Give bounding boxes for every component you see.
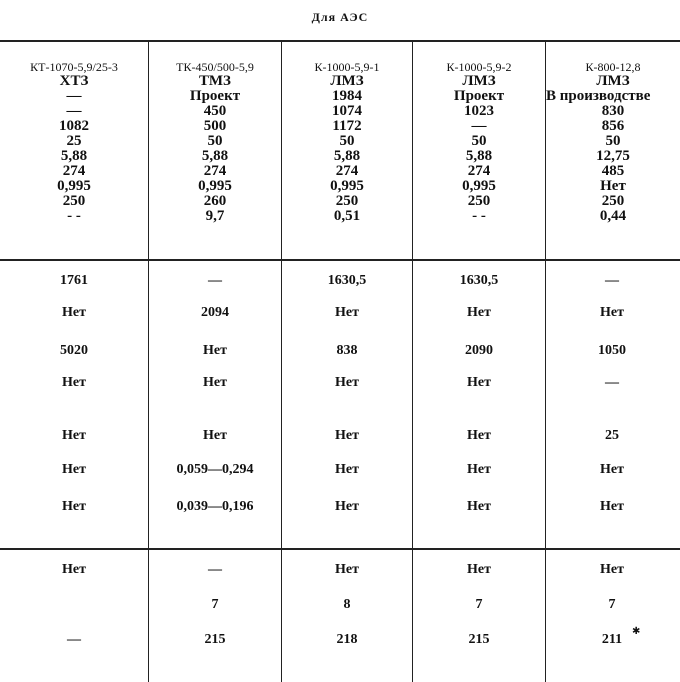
page-title: Для АЭС [311,10,369,24]
table-cell: 25 [605,428,619,443]
table-cell: Нет [600,562,624,577]
column-4-header [413,60,545,224]
table-top-rule [0,40,680,42]
table-cell: Нет [600,305,624,320]
spec-value: 450 [203,103,227,119]
manufacturer: ТМЗ [199,73,231,89]
spec-value: 0,51 [333,208,361,224]
turbine-model: К-1000-5,9-2 [446,60,512,74]
table-cell: 8 [343,597,351,612]
table-cell: — [67,632,81,647]
table-cell: Нет [203,375,227,390]
table-cell: 7 [475,597,483,612]
table-cell: 7 [608,597,616,612]
table-cell: Нет [335,462,359,477]
table-cell: Нет [467,305,491,320]
spec-value: 250 [335,193,359,209]
table-cell: 2090 [465,343,493,358]
table-cell: Нет [335,375,359,390]
spec-value: 5,88 [333,148,361,164]
table-cell: Нет [335,428,359,443]
table-cell: Нет [467,462,491,477]
spec-value: 0,995 [462,178,496,194]
table-cell: Нет [62,375,86,390]
spec-value: 1074 [332,103,362,119]
table-cell: Нет [600,462,624,477]
spec-value: 50 [339,133,355,149]
table-cell: 1630,5 [459,273,499,288]
spec-value: 50 [471,133,487,149]
manufacturer: ЛМЗ [330,73,364,89]
spec-value: 485 [601,163,625,179]
table-cell: — [605,273,619,288]
manufacturer: ХТЗ [59,73,89,89]
column-2-header [149,60,281,224]
spec-value: В производстве [546,88,651,104]
spec-value: 274 [203,163,227,179]
spec-value: 0,995 [198,178,232,194]
table-cell: Нет [62,499,86,514]
table-cell: Нет [62,428,86,443]
table-cell: 215 [468,632,490,647]
spec-value: 250 [601,193,625,209]
spec-value: 12,75 [596,148,630,164]
spec-value: — [66,103,82,119]
spec-value: 500 [203,118,227,134]
spec-value: Проект [453,88,505,104]
spec-value: 274 [62,163,86,179]
table-cell: Нет [335,499,359,514]
table-cell: 1050 [598,343,626,358]
spec-value: 50 [605,133,621,149]
table-cell: 0,039—0,196 [176,499,254,514]
table-cell: Нет [62,305,86,320]
spec-value: — [66,88,82,104]
spec-value: 9,7 [205,208,225,224]
table-cell: — [605,375,619,390]
spec-value: 1984 [332,88,362,104]
turbine-model: КТ-1070-5,9/25-3 [30,60,118,74]
spec-value: 5,88 [201,148,229,164]
section-divider-2 [0,548,680,550]
table-cell: 1630,5 [327,273,367,288]
spec-value: 856 [601,118,625,134]
table-cell: Нет [467,499,491,514]
spec-value: 830 [601,103,625,119]
spec-value: 0,995 [330,178,364,194]
spec-value: 5,88 [465,148,493,164]
turbine-model: К-800-12,8 [585,60,641,74]
table-cell: Нет [600,499,624,514]
spec-value: 250 [62,193,86,209]
spec-value: 274 [335,163,359,179]
table-cell: 215 [204,632,226,647]
turbine-model: ТК-450/500-5,9 [176,60,254,74]
spec-value: Проект [189,88,241,104]
table-cell: — [208,273,222,288]
table-cell: Нет [203,428,227,443]
spec-value: - - [472,208,486,224]
table-cell: Нет [335,562,359,577]
spec-value: 250 [467,193,491,209]
spec-value: 25 [66,133,82,149]
table-cell: 0,059—0,294 [176,462,254,477]
spec-value: 0,995 [57,178,91,194]
spec-value: 1082 [59,118,89,134]
table-cell: Нет [203,343,227,358]
spec-value: 50 [207,133,223,149]
manufacturer: ЛМЗ [596,73,630,89]
table-cell: Нет [62,562,86,577]
spec-value: 1023 [464,103,494,119]
column-3-header [282,60,412,224]
spec-value: 1172 [332,118,362,134]
spec-value: 260 [203,193,227,209]
table-cell: — [208,562,222,577]
spec-value: 5,88 [60,148,88,164]
spec-value: — [471,118,487,134]
spec-value: - - [67,208,81,224]
footnote-mark: ✱ [632,626,641,637]
column-1-header [0,60,148,224]
column-5-header [546,60,680,224]
manufacturer: ЛМЗ [462,73,496,89]
table-cell: Нет [335,305,359,320]
spec-value: 274 [467,163,491,179]
table-cell: 218 [336,632,358,647]
table-cell: Нет [467,428,491,443]
table-cell: Нет [62,462,86,477]
table-cell: 5020 [60,343,88,358]
spec-value: Нет [600,178,626,194]
table-cell: Нет [467,375,491,390]
table-cell: 838 [336,343,358,358]
section-divider-1 [0,259,680,261]
table-cell: 7 [211,597,219,612]
table-cell: 1761 [60,273,88,288]
turbine-model: К-1000-5,9-1 [314,60,380,74]
table-cell: 211 [601,632,623,647]
table-cell: 2094 [201,305,229,320]
spec-value: 0,44 [599,208,627,224]
table-cell: Нет [467,562,491,577]
